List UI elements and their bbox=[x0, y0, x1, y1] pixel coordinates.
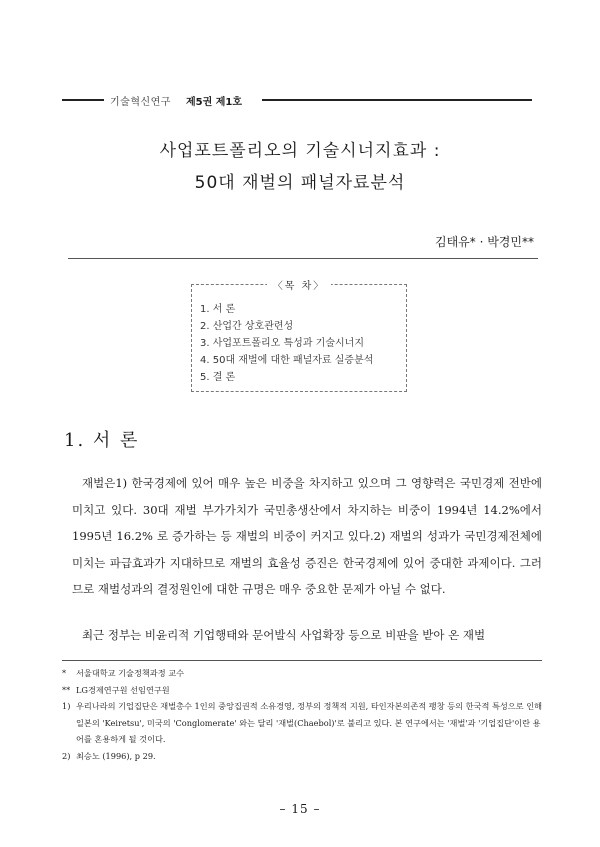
author-rule bbox=[68, 258, 538, 259]
toc-item: 1. 서 론 bbox=[200, 304, 236, 315]
footnote bbox=[62, 682, 546, 699]
footnote bbox=[62, 698, 546, 748]
journal-name: 기술혁신연구 bbox=[110, 97, 171, 108]
page-number: – 15 – bbox=[279, 802, 321, 816]
header-rule-left bbox=[62, 99, 104, 101]
header-rule-right bbox=[262, 99, 532, 101]
toc-item: 4. 50대 재벌에 대한 패널자료 실증분석 bbox=[200, 355, 374, 366]
footnote-text: 최승노 (1996), p 29. bbox=[76, 750, 156, 761]
footnote bbox=[62, 748, 546, 765]
title-line-2: 50대 재벌의 패널자료분석 bbox=[194, 173, 406, 193]
footnote bbox=[62, 665, 546, 682]
footnote-text: 서울대학교 기술정책과정 교수 bbox=[76, 668, 185, 678]
body-paragraph: 재벌은1) 한국경제에 있어 매우 높은 비중을 차지하고 있으며 그 영향력은 국민경제 전반에 미치고 있다. 30대 재벌 부가가치가 국민총생산에서 차지하는 비중이 1994년 14.2%에서 1995년 16.2% 로 증가하는 등 재벌의 비중이 커지고 있다.2) 재벌의 성과가 국민경제전체에 미치는 파급효과가 지대하므로 재벌의 효율성 증진은 한국경제에 있어 중대한 과제이다. 그러므로 재벌성과의 결정원인에 대한 규명은 매우 중요한 문제가 아닐 수 없다. bbox=[72, 476, 542, 596]
authors: 김태유* · 박경민** bbox=[435, 235, 534, 249]
toc-heading-text: 〈목 차〉 bbox=[267, 281, 332, 292]
footnote-mark: 2) bbox=[62, 750, 71, 761]
table-of-contents bbox=[191, 281, 407, 392]
toc-heading bbox=[192, 277, 406, 292]
toc-list bbox=[200, 301, 373, 386]
footnote-text: LG경제연구원 선임연구원 bbox=[76, 684, 170, 695]
footnote-mark: ** bbox=[62, 684, 71, 695]
footnotes bbox=[62, 665, 546, 764]
toc-item: 2. 산업간 상호관련성 bbox=[200, 321, 294, 332]
body-paragraph: 최근 정부는 비윤리적 기업행태와 문어발식 사업확장 등으로 비판을 받아 온 재벌 bbox=[82, 628, 486, 642]
footnote-text: 우리나라의 기업집단은 재벌총수 1인의 중앙집권적 소유경영, 정부의 정책적 지원, 타인자본의존적 팽창 등의 한국적 특성으로 인해 일본의 'Keiretsu', 미국의 'Conglomerate' 와는 달리 '재벌(Chaebol)'로 불리고 있다. 본 연구에서는 '재벌'과 '기업집단'이란 용어를 혼용하게 될 것이다. bbox=[76, 701, 543, 744]
title-line-1: 사업포트폴리오의 기술시너지효과 : bbox=[159, 141, 441, 161]
toc-item: 3. 사업포트폴리오 특성과 기술시너지 bbox=[200, 338, 364, 349]
footnote-mark: * bbox=[62, 668, 67, 678]
section-heading: 1. 서 론 bbox=[64, 430, 140, 451]
footnote-mark: 1) bbox=[62, 701, 71, 711]
footnote-rule bbox=[62, 660, 542, 661]
volume-issue: 제5권 제1호 bbox=[186, 97, 243, 108]
toc-item: 5. 결 론 bbox=[200, 372, 236, 383]
